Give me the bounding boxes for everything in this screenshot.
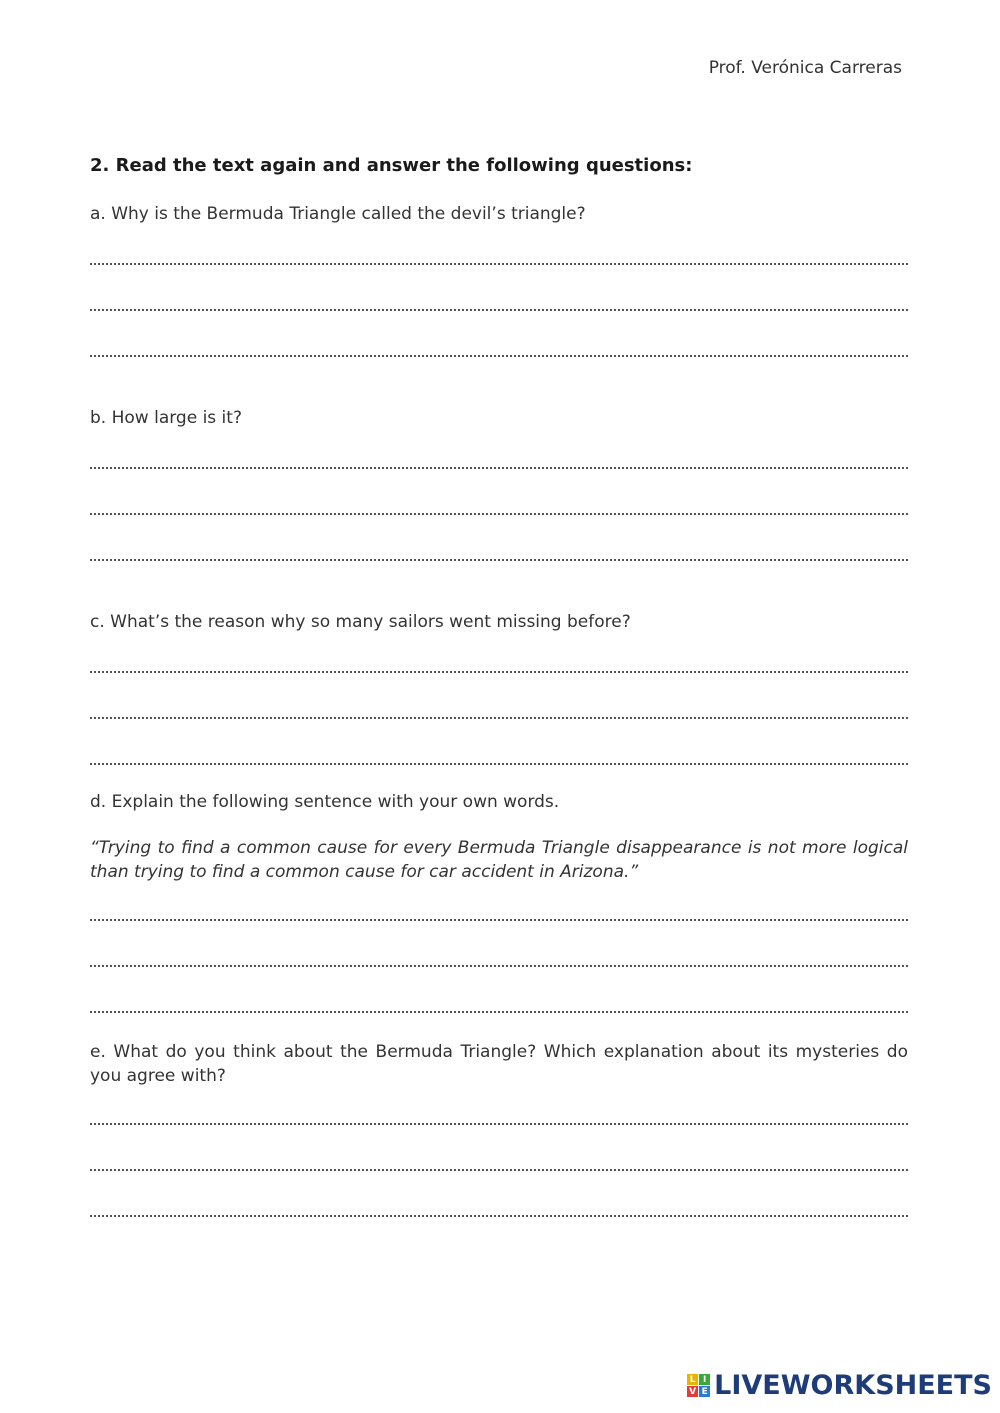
answer-line-a-1[interactable] — [90, 263, 908, 265]
question-b: b. How large is it? — [90, 408, 242, 428]
answer-line-d-2[interactable] — [90, 965, 908, 967]
answer-line-c-2[interactable] — [90, 717, 908, 719]
answer-line-e-1[interactable] — [90, 1123, 908, 1125]
liveworksheets-logo — [687, 1370, 992, 1401]
answer-line-c-1[interactable] — [90, 671, 908, 673]
logo-icon — [687, 1374, 710, 1397]
brand-name: LIVEWORKSHEETS — [714, 1370, 992, 1401]
author-name: Prof. Verónica Carreras — [708, 58, 902, 78]
answer-line-d-3[interactable] — [90, 1011, 908, 1013]
answer-line-d-1[interactable] — [90, 919, 908, 921]
answer-line-c-3[interactable] — [90, 763, 908, 765]
logo-letter-e: E — [699, 1386, 710, 1397]
question-e: e. What do you think about the Bermuda Triangle? Which explanation about its mysteries do you agree with? — [90, 1042, 908, 1086]
answer-line-b-3[interactable] — [90, 559, 908, 561]
answer-line-a-3[interactable] — [90, 355, 908, 357]
logo-letter-v: V — [687, 1386, 698, 1397]
answer-line-e-3[interactable] — [90, 1215, 908, 1217]
question-a: a. Why is the Bermuda Triangle called the devil’s triangle? — [90, 204, 586, 224]
answer-line-a-2[interactable] — [90, 309, 908, 311]
logo-letter-i: I — [699, 1374, 710, 1385]
answer-line-e-2[interactable] — [90, 1169, 908, 1171]
answer-line-b-2[interactable] — [90, 513, 908, 515]
quote-text: “Trying to find a common cause for every Bermuda Triangle disappearance is not more logical than trying to find a common cause for car accident in Arizona.” — [90, 838, 908, 882]
question-c: c. What’s the reason why so many sailors went missing before? — [90, 612, 631, 632]
logo-letter-l: L — [687, 1374, 698, 1385]
question-d: d. Explain the following sentence with your own words. — [90, 792, 560, 812]
exercise-heading: 2. Read the text again and answer the following questions: — [90, 155, 693, 176]
answer-line-b-1[interactable] — [90, 467, 908, 469]
